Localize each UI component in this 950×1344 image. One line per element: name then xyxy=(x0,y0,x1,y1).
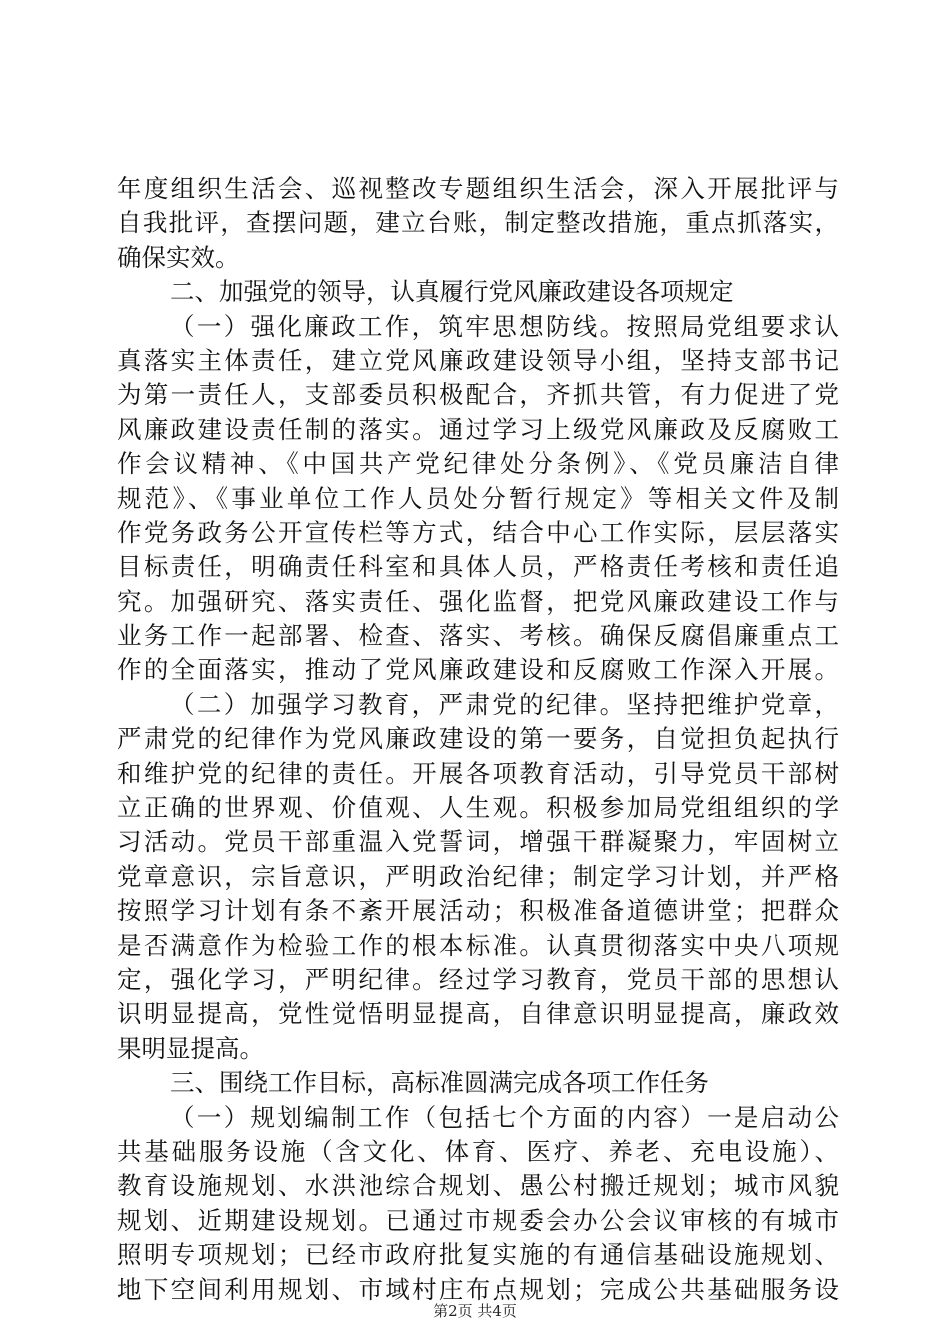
text-line: 确保实效。 xyxy=(117,242,240,272)
text-line: 严肃党的纪律作为党风廉政建设的第一要务，自觉担负起执行 xyxy=(117,724,839,754)
text-line: 果明显提高。 xyxy=(117,1033,264,1063)
text-line: 规划、近期建设规划。已通过市规委会办公会议审核的有城市 xyxy=(117,1205,839,1235)
text-line: 三、围绕工作目标，高标准圆满完成各项工作任务 xyxy=(170,1068,709,1098)
text-line: 作会议精神、《中国共产党纪律处分条例》、《党员廉洁自律 xyxy=(117,449,839,479)
page-footer xyxy=(0,1300,950,1321)
text-line: 二、加强党的领导，认真履行党风廉政建设各项规定 xyxy=(170,277,734,307)
text-line: （一）强化廉政工作，筑牢思想防线。按照局党组要求认 xyxy=(170,311,839,341)
text-line: 是否满意作为检验工作的根本标准。认真贯彻落实中央八项规 xyxy=(117,930,839,960)
text-line: 作的全面落实，推动了党风廉政建设和反腐败工作深入开展。 xyxy=(117,655,839,685)
text-line: （二）加强学习教育，严肃党的纪律。坚持把维护党章， xyxy=(170,689,839,719)
text-line: 和维护党的纪律的责任。开展各项教育活动，引导党员干部树 xyxy=(117,758,839,788)
text-line: 为第一责任人，支部委员积极配合，齐抓共管，有力促进了党 xyxy=(117,380,839,410)
text-line: 照明专项规划；已经市政府批复实施的有通信基础设施规划、 xyxy=(117,1240,839,1270)
document-body xyxy=(117,172,839,1307)
text-line: 党章意识，宗旨意识，严明政治纪律；制定学习计划，并严格 xyxy=(117,861,839,891)
text-line: 风廉政建设责任制的落实。通过学习上级党风廉政及反腐败工 xyxy=(117,414,839,444)
text-line: 立正确的世界观、价值观、人生观。积极参加局党组组织的学 xyxy=(117,793,839,823)
text-line: 业务工作一起部署、检查、落实、考核。确保反腐倡廉重点工 xyxy=(117,621,839,651)
text-line: 目标责任，明确责任科室和具体人员，严格责任考核和责任追 xyxy=(117,552,839,582)
text-line: 按照学习计划有条不紊开展活动；积极准备道德讲堂；把群众 xyxy=(117,896,839,926)
text-line: 定，强化学习，严明纪律。经过学习教育，党员干部的思想认 xyxy=(117,964,839,994)
text-line: 作党务政务公开宣传栏等方式，结合中心工作实际，层层落实 xyxy=(117,517,839,547)
text-line: 真落实主体责任，建立党风廉政建设领导小组，坚持支部书记 xyxy=(117,345,839,375)
text-line: 习活动。党员干部重温入党誓词，增强干群凝聚力，牢固树立 xyxy=(117,827,839,857)
text-line: 地下空间利用规划、市域村庄布点规划；完成公共基础服务设 xyxy=(117,1274,839,1304)
text-line: 年度组织生活会、巡视整改专题组织生活会，深入开展批评与 xyxy=(117,174,839,203)
text-line: 识明显提高，党性觉悟明显提高，自律意识明显提高，廉政效 xyxy=(117,999,839,1029)
text-line: 共基础服务设施（含文化、体育、医疗、养老、充电设施）、 xyxy=(117,1136,839,1166)
page-number: 第2页 共4页 xyxy=(433,1302,517,1320)
text-line: （一）规划编制工作（包括七个方面的内容）一是启动公 xyxy=(170,1102,839,1132)
text-line: 究。加强研究、落实责任、强化监督，把党风廉政建设工作与 xyxy=(117,586,839,616)
text-line: 教育设施规划、水洪池综合规划、愚公村搬迁规划；城市风貌 xyxy=(117,1171,839,1201)
text-line: 规范》、《事业单位工作人员处分暂行规定》等相关文件及制 xyxy=(117,483,839,513)
text-line: 自我批评，查摆问题，建立台账，制定整改措施，重点抓落实， xyxy=(117,208,839,238)
